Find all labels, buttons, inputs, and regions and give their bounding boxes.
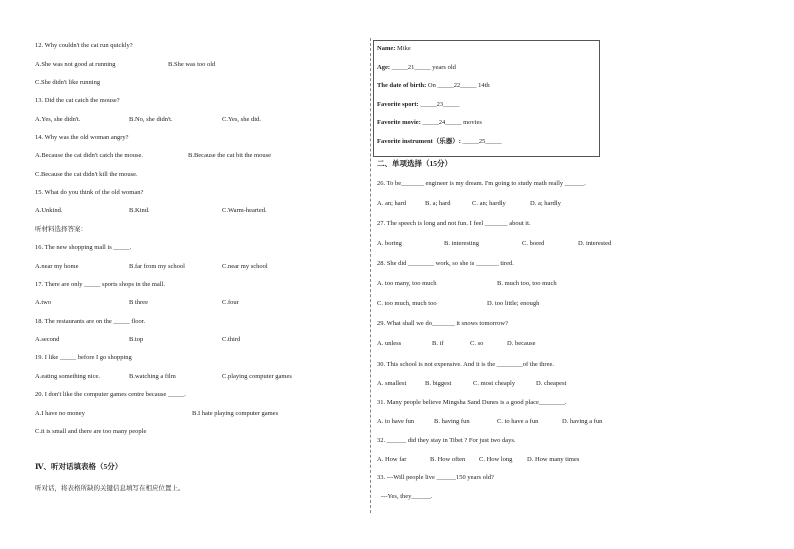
q19-question: 19. I like _____ before I go shopping (35, 354, 132, 361)
row-instrument (377, 138, 502, 146)
q16-option-a: A.near my home (35, 263, 79, 270)
row-movie (377, 119, 482, 127)
q29-option-c: C. so (470, 340, 484, 347)
q26-option-a: A. an; hard (377, 200, 407, 207)
q19-option-b: B.watching a film (129, 373, 176, 380)
q17-option-a: A.two (35, 299, 52, 306)
q13-option-c: C.Yes, she did. (222, 116, 261, 123)
q32-option-d: D. How many times (527, 456, 580, 463)
q17-option-b: B three (129, 299, 148, 306)
movie-value: _____24_____ movies (422, 119, 482, 126)
q16-option-b: B.far from my school (129, 263, 185, 270)
q27-option-b: B. interesting (444, 240, 480, 247)
q19-option-c: C.playing computer games (222, 373, 292, 380)
q30-option-d: D. cheapest (536, 380, 567, 387)
q14-question: 14. Why was the old woman angry? (35, 134, 129, 141)
age-label: Age: (377, 64, 390, 71)
sport-label: Favorite sport: (377, 101, 419, 108)
q17-question: 17. There are only _____ sports shops in the mall. (35, 281, 166, 288)
sport-value: _____23_____ (420, 101, 460, 108)
q28-option-d: D. too little; enough (487, 300, 540, 307)
q12-question: 12. Why couldn't the cat run quickly? (35, 42, 133, 49)
q28-option-c: C. too much, much too (377, 300, 437, 307)
q15-question: 15. What do you think of the old woman? (35, 189, 144, 196)
column-divider (370, 38, 371, 513)
q14-option-b: B.Because the cat bit the mouse (188, 152, 272, 159)
row-dob (377, 82, 490, 90)
row-sport (377, 101, 459, 109)
q12-option-c: C.She didn't like running (35, 79, 101, 86)
q33-reply: ---Yes, they______. (381, 493, 433, 500)
q31-option-d: D. having a fun (562, 418, 603, 425)
q16-question: 16. The new shopping mall is _____. (35, 244, 132, 251)
q31-option-c: C. to have a fun (497, 418, 539, 425)
q13-option-b: B.No, she didn't. (129, 116, 173, 123)
q28-option-a: A. too many, too much (377, 280, 437, 287)
q27-option-d: D. interested (578, 240, 612, 247)
q26-question: 26. To be_______ engineer is my dream. I'm going to study math really ______. (377, 180, 586, 187)
movie-label: Favorite movie: (377, 119, 421, 126)
q33-question: 33. ---Will people live ______150 years old? (377, 474, 494, 481)
q12-option-a: A.She was not good at running (35, 61, 116, 68)
section2-title: 二、单项选择（15分） (377, 159, 452, 168)
q30-option-a: A. smallest (377, 380, 407, 387)
q15-option-a: A.Unkind. (35, 207, 63, 214)
q28-option-b: B. much too, too much (497, 280, 557, 287)
section4-title: Ⅳ、听对话填表格（5分） (35, 462, 123, 471)
instrument-label: Favorite instrument（乐器）: (377, 138, 461, 145)
q31-question: 31. Many people believe Mingsha Sand Dunes is a good place________. (377, 399, 567, 406)
q26-option-c: C. an; hardly (472, 200, 506, 207)
q17-option-c: C.four (222, 299, 239, 306)
q30-option-c: C. most cheaply (473, 380, 516, 387)
q15-option-b: B.Kind. (129, 207, 150, 214)
q15-option-c: C.Warm-hearted. (222, 207, 267, 214)
q20-option-c: C.it is small and there are too many people (35, 428, 147, 435)
row-age (377, 64, 456, 72)
instrument-value: _____25_____ (462, 138, 502, 145)
q29-option-b: B. if (432, 340, 444, 347)
name-label: Name: (377, 45, 396, 52)
q30-option-b: B. biggest (425, 380, 452, 387)
q31-option-a: A. to have fun (377, 418, 415, 425)
q32-option-c: C. How long (479, 456, 513, 463)
q32-option-b: B. How often (430, 456, 466, 463)
q12-option-b: B.She was too old (168, 61, 216, 68)
q27-option-a: A. boring (377, 240, 402, 247)
q18-option-a: A.second (35, 336, 60, 343)
q27-question: 27. The speech is long and not fun. I feel _______ about it. (377, 220, 531, 227)
dob-value: On _____22_____ 14th (427, 82, 490, 89)
q26-option-d: D. a; hardly (530, 200, 561, 207)
q26-option-b: B. a; hard (425, 200, 451, 207)
listening-heading: 听材料选择答案： (35, 226, 87, 233)
q13-question: 13. Did the cat catch the mouse? (35, 97, 120, 104)
q31-option-b: B. having fun (434, 418, 470, 425)
q20-option-a: A.I have no money (35, 410, 85, 417)
q14-option-c: C.Because the cat didn't kill the mouse. (35, 171, 138, 178)
q32-question: 32. ______ did they stay in Tibet ? For just two days. (377, 437, 516, 444)
q18-question: 18. The restaurants are on the _____ floor. (35, 318, 146, 325)
q14-option-a: A.Because the cat didn't catch the mouse. (35, 152, 144, 159)
q18-option-c: C.third (222, 336, 241, 343)
q29-question: 29. What shall we do_______ it snows tomorrow? (377, 320, 508, 327)
dob-label: The date of birth: (377, 82, 427, 89)
name-value: Mike (397, 45, 411, 52)
q20-option-b: B.I hate playing computer games (192, 410, 279, 417)
q13-option-a: A.Yes, she didn't. (35, 116, 81, 123)
q29-option-a: A. unless (377, 340, 402, 347)
q16-option-c: C.near my school (222, 263, 268, 270)
age-value: _____21_____ years old (391, 64, 456, 71)
q19-option-a: A.eating something nice. (35, 373, 100, 380)
q27-option-c: C. bored (522, 240, 545, 247)
q20-question: 20. I don't like the computer games centre because _____. (35, 391, 186, 398)
row-name (377, 45, 411, 53)
q29-option-d: D. because (507, 340, 536, 347)
q28-question: 28. She did ________ work, so she is _______ tired. (377, 260, 514, 267)
section4-instructions: 听对话，将表格所缺的关键信息填写在相应位置上。 (35, 485, 185, 492)
q32-option-a: A. How far (377, 456, 407, 463)
q18-option-b: B.top (129, 336, 144, 343)
q30-question: 30. This school is not expensive. And it is the ________of the three. (377, 361, 554, 368)
